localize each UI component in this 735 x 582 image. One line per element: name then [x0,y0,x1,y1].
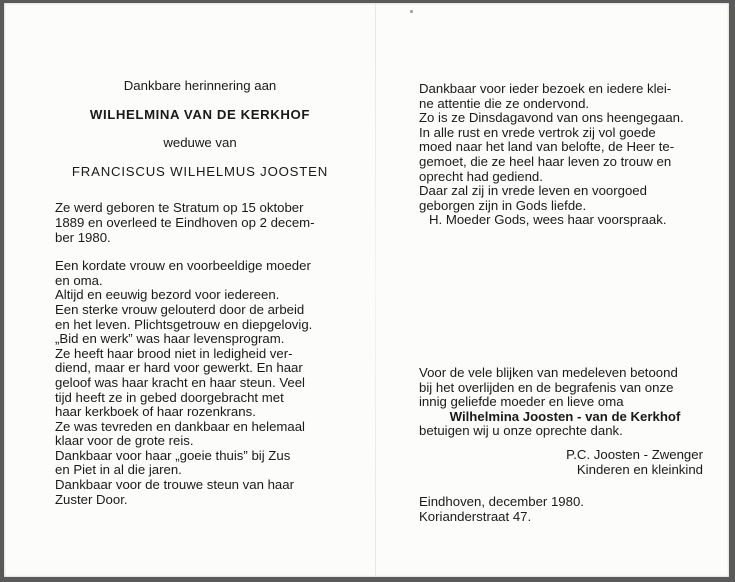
intro-line: Dankbare herinnering aan [123,78,277,93]
paragraph-5 [55,478,345,507]
widow-of-line: weduwe van [163,135,237,151]
prayer-line: H. Moeder Gods, wees haar voorspraak. [429,212,667,228]
text-line: moed naar het land van belofte, de Heer te- [419,139,675,155]
right-panel [419,82,711,524]
right-paragraph-1 [419,82,711,213]
text-line: Dankbaar voor ieder bezoek en iedere klei- [419,81,672,96]
text-line: geborgen zijn in Gods liefde. [419,197,587,213]
thanks-end-line: betuigen wij u onze oprechte dank. [419,423,623,439]
address: Korianderstraat 47. [419,508,532,524]
text-line: Zo is ze Dinsdagavond van ons heengegaan. [419,110,684,126]
thanks-paragraph [419,366,711,410]
left-panel [55,79,345,507]
spouse-name: FRANCISCUS WILHELMUS JOOSTEN [71,163,329,179]
deceased-name: WILHELMINA VAN DE KERKHOF [89,106,311,122]
text-line: innig geliefde moeder en lieve oma [419,394,624,410]
text-line: Dankbaar voor haar „goeie thuis” bij Zus [55,447,291,463]
text-line: en Piet in al die jaren. [55,462,182,478]
text-line: ber 1980. [55,229,111,245]
text-line: Ze werd geboren te Stratum op 15 oktober [55,200,304,216]
text-line: haar kerkboek of haar rozenkrans. [55,404,256,420]
card-fold [375,3,376,577]
text-line: „Bid en werk” was haar levensprogram. [55,331,285,347]
text-line: In alle rust en vrede vertrok zij vol goede [419,124,656,140]
place-date: Eindhoven, december 1980. [419,494,584,510]
text-line: tijd heeft ze in gebed doorgebracht met [55,389,284,405]
text-line: Zuster Door. [55,491,128,507]
text-line: geloof was haar kracht en haar steun. Veel [55,374,305,390]
text-line: Daar zal zij in vrede leven en voorgoed [419,183,647,199]
text-line: Een sterke vrouw gelouterd door de arbeid [55,301,305,317]
signature-line: Kinderen en kleinkind [576,461,703,477]
text-line: Ze was tevreden en dankbaar en helemaal [55,418,305,434]
text-line: ne attentie die ze ondervond. [419,95,590,111]
text-line: Voor de vele blijken van medeleven betoond [419,364,678,380]
text-line: Altijd en eeuwig bezord voor iedereen. [55,287,280,303]
text-line: Een kordate vrouw en voorbeeldige moeder [55,258,311,274]
paragraph-3 [55,420,345,449]
text-line: gemoet, die ze heel haar leven zo trouw en [419,153,672,169]
thanks-name: Wilhelmina Joosten - van de Kerkhof [449,408,681,424]
paragraph-1 [55,259,345,288]
text-line: 1889 en overleed te Eindhoven op 2 decem- [55,214,315,230]
text-line: klaar voor de grote reis. [55,433,194,449]
text-line: en oma. [55,272,103,288]
paragraph-2 [55,288,345,419]
text-line: diend, maar er hard voor gewerkt. En haar [55,360,303,376]
text-line: en het leven. Plichtsgetrouw en diepgelovig. [55,316,313,332]
print-speck [410,10,413,13]
signature-line: P.C. Joosten - Zwenger [566,446,703,462]
memorial-card [4,3,729,577]
text-line: Dankbaar voor de trouwe steun van haar [55,477,294,493]
text-line: Ze heeft haar brood niet in ledigheid ver- [55,345,293,361]
birth-paragraph [55,201,345,245]
text-line: oprecht had gediend. [419,168,543,184]
paragraph-4 [55,449,345,478]
text-line: bij het overlijden en de begrafenis van onze [419,379,674,395]
